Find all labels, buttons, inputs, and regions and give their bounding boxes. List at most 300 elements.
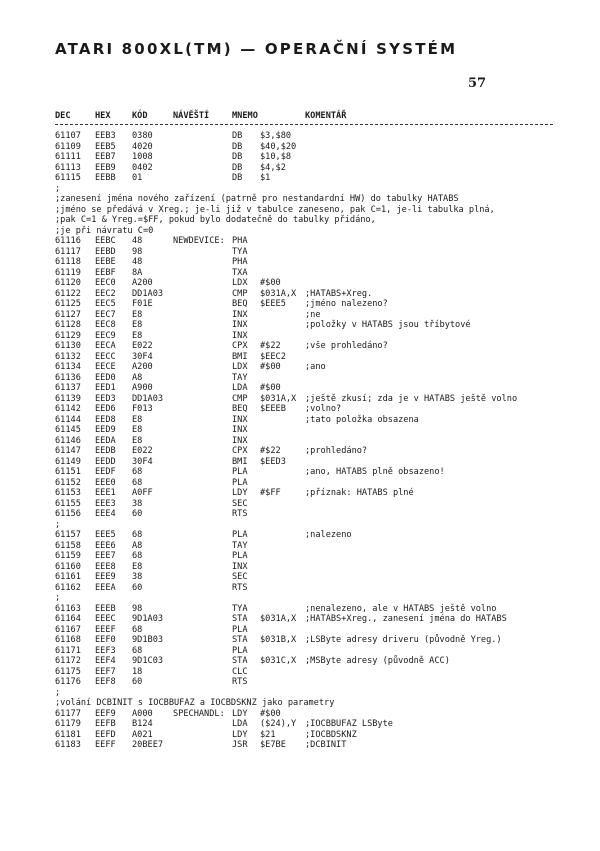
address-hex: EEB5	[95, 141, 116, 152]
address-decimal: 61116	[55, 236, 81, 246]
comment-text: ;zanesení jména nového zařízení (patrně pro nestandardní HW) do tabulky HATABS	[55, 194, 459, 204]
code-line	[55, 373, 560, 384]
machine-code: E8	[132, 320, 143, 330]
mnemonic: INX	[232, 330, 248, 341]
comment-text: ;	[55, 519, 61, 530]
code-line	[55, 562, 560, 573]
machine-code: 18	[132, 666, 143, 677]
mnemonic: RTS	[232, 582, 248, 593]
mnemonic: PLA	[232, 530, 248, 540]
code-line	[55, 625, 560, 636]
operand: #$22	[260, 446, 281, 456]
operand: $40,$20	[260, 141, 297, 152]
header-divider	[55, 124, 553, 125]
address-decimal: 61164	[55, 614, 81, 624]
comment-line	[55, 205, 560, 216]
machine-code: 68	[132, 645, 143, 656]
comment-line	[55, 698, 560, 709]
comment-text: ;	[55, 593, 61, 603]
mnemonic: BEQ	[232, 299, 248, 309]
address-decimal: 61167	[55, 624, 81, 635]
address-decimal: 61168	[55, 635, 81, 645]
comment-text: ;volání DCBINIT s IOCBBUFAZ a IOCBDSKNZ jako parametry	[55, 698, 335, 708]
address-decimal: 61179	[55, 719, 81, 729]
code-line	[55, 362, 560, 373]
code-line	[55, 247, 560, 258]
address-decimal: 61142	[55, 404, 81, 414]
address-decimal: 61113	[55, 162, 81, 173]
machine-code: 98	[132, 603, 143, 614]
machine-code: 98	[132, 246, 143, 257]
address-decimal: 61137	[55, 383, 81, 393]
code-line	[55, 646, 560, 657]
address-decimal: 61132	[55, 351, 81, 362]
address-decimal: 61156	[55, 509, 81, 519]
machine-code: A200	[132, 362, 153, 372]
address-decimal: 61176	[55, 677, 81, 687]
page-title: ATARI 800XL(TM) — OPERAČNÍ SYSTÉM	[55, 40, 458, 58]
machine-code: 48	[132, 236, 143, 246]
machine-code: 68	[132, 467, 143, 477]
mnemonic: LDY	[232, 708, 248, 719]
address-decimal: 61171	[55, 645, 81, 656]
operand: #$00	[260, 362, 281, 372]
comment: ;nenalezeno, ale v HATABS ještě volno	[305, 603, 497, 614]
comment: ;položky v HATABS jsou tříbytové	[305, 320, 471, 330]
comment: ;ne	[305, 309, 321, 320]
mnemonic: LDX	[232, 278, 248, 288]
address-decimal: 61117	[55, 246, 81, 257]
code-line	[55, 278, 560, 289]
code-line	[55, 163, 560, 174]
code-line	[55, 740, 560, 751]
address-hex: EEFD	[95, 729, 116, 740]
address-hex: EEE9	[95, 572, 116, 582]
mnemonic: LDX	[232, 362, 248, 372]
operand: $4,$2	[260, 162, 286, 173]
address-decimal: 61183	[55, 740, 81, 750]
mnemonic: STA	[232, 635, 248, 645]
operand: $031A,X	[260, 393, 297, 404]
address-hex: EEE7	[95, 551, 116, 561]
code-line	[55, 131, 560, 142]
code-line	[55, 425, 560, 436]
mnemonic: DB	[232, 152, 243, 162]
mnemonic: DB	[232, 141, 243, 152]
address-hex: EEF8	[95, 677, 116, 687]
address-hex: EECC	[95, 351, 116, 362]
operand: $EEEB	[260, 404, 286, 414]
address-decimal: 61160	[55, 561, 81, 572]
code-line	[55, 709, 560, 720]
operand: $EED3	[260, 456, 286, 467]
code-line	[55, 604, 560, 615]
operand: $031B,X	[260, 635, 297, 645]
operand: #$00	[260, 708, 281, 719]
address-decimal: 61177	[55, 708, 81, 719]
address-hex: EEDB	[95, 446, 116, 456]
mnemonic: PLA	[232, 467, 248, 477]
code-line	[55, 341, 560, 352]
operand: $EEE5	[260, 299, 286, 309]
mnemonic: DB	[232, 131, 243, 141]
mnemonic: PLA	[232, 551, 248, 561]
machine-code: 48	[132, 257, 143, 267]
header-navesti: NÁVĚŠTÍ	[173, 111, 210, 121]
address-hex: EEBB	[95, 173, 116, 183]
code-listing	[55, 131, 560, 751]
address-hex: EEE0	[95, 477, 116, 488]
comment: ;nalezeno	[305, 530, 352, 540]
mnemonic: INX	[232, 561, 248, 572]
comment: ;ano	[305, 362, 326, 372]
address-decimal: 61129	[55, 330, 81, 341]
machine-code: E8	[132, 561, 143, 572]
mnemonic: CMP	[232, 288, 248, 299]
comment: ;IOCBBUFAZ LSByte	[305, 719, 393, 729]
operand: $21	[260, 729, 276, 740]
address-hex: EEDD	[95, 456, 116, 467]
address-decimal: 61155	[55, 498, 81, 509]
comment: ;ano, HATABS plně obsazeno!	[305, 467, 445, 477]
machine-code: 68	[132, 551, 143, 561]
mnemonic: BEQ	[232, 404, 248, 414]
operand: $3,$80	[260, 131, 292, 141]
address-decimal: 61130	[55, 341, 81, 351]
code-line	[55, 173, 560, 184]
operand: $EEC2	[260, 351, 286, 362]
operand: $10,$8	[260, 152, 292, 162]
code-line	[55, 677, 560, 688]
code-line	[55, 320, 560, 331]
operand: $031C,X	[260, 656, 297, 666]
mnemonic: PHA	[232, 236, 248, 246]
address-decimal: 61163	[55, 603, 81, 614]
comment-line	[55, 215, 560, 226]
mnemonic: INX	[232, 435, 248, 446]
address-decimal: 61111	[55, 152, 81, 162]
machine-code: A0FF	[132, 488, 153, 498]
comment: ;ještě zkusí; zda je v HATABS ještě volno	[305, 393, 518, 404]
label: NEWDEVICE:	[173, 236, 225, 246]
mnemonic: CPX	[232, 341, 248, 351]
code-line	[55, 394, 560, 405]
machine-code: 8A	[132, 267, 143, 278]
mnemonic: RTS	[232, 677, 248, 687]
machine-code: 60	[132, 677, 143, 687]
address-decimal: 61162	[55, 582, 81, 593]
address-decimal: 61139	[55, 393, 81, 404]
header-hex: HEX	[95, 111, 111, 121]
comment-text: ;	[55, 183, 61, 194]
mnemonic: TAY	[232, 540, 248, 551]
address-hex: EEF0	[95, 635, 116, 645]
comment: ;HATABS+Xreg.	[305, 288, 373, 299]
machine-code: 38	[132, 498, 143, 509]
machine-code: 60	[132, 509, 143, 519]
address-hex: EEFF	[95, 740, 116, 750]
comment: ;IOCBDSKNZ	[305, 729, 357, 740]
machine-code: 30F4	[132, 351, 153, 362]
mnemonic: LDY	[232, 729, 248, 740]
code-line	[55, 551, 560, 562]
mnemonic: TAY	[232, 372, 248, 383]
mnemonic: JSR	[232, 740, 248, 750]
mnemonic: DB	[232, 173, 243, 183]
code-line	[55, 488, 560, 499]
header-komentar: KOMENTÁŘ	[305, 111, 347, 121]
address-decimal: 61159	[55, 551, 81, 561]
machine-code: 9D1A03	[132, 614, 164, 624]
operand: $031A,X	[260, 288, 297, 299]
mnemonic: BMI	[232, 456, 248, 467]
header-mnemo: MNEMO	[232, 111, 258, 121]
machine-code: E022	[132, 446, 153, 456]
code-line	[55, 541, 560, 552]
machine-code: 68	[132, 477, 143, 488]
address-decimal: 61115	[55, 173, 81, 183]
machine-code: F01E	[132, 299, 153, 309]
machine-code: E8	[132, 309, 143, 320]
address-hex: EEB3	[95, 131, 116, 141]
mnemonic: LDY	[232, 488, 248, 498]
comment-line	[55, 194, 560, 205]
machine-code: 01	[132, 173, 143, 183]
operand: $031A,X	[260, 614, 297, 624]
mnemonic: STA	[232, 656, 248, 666]
address-hex: EEB7	[95, 152, 116, 162]
machine-code: B124	[132, 719, 153, 729]
machine-code: F013	[132, 404, 153, 414]
comment-line	[55, 520, 560, 531]
mnemonic: CLC	[232, 666, 248, 677]
comment-text: ;	[55, 687, 61, 698]
address-decimal: 61127	[55, 309, 81, 320]
code-line	[55, 436, 560, 447]
comment: ;LSByte adresy driveru (původně Yreg.)	[305, 635, 502, 645]
machine-code: 0402	[132, 162, 153, 173]
page-number: 57	[468, 76, 487, 91]
code-line	[55, 268, 560, 279]
mnemonic: PHA	[232, 257, 248, 267]
address-hex: EED3	[95, 393, 116, 404]
address-decimal: 61175	[55, 666, 81, 677]
address-decimal: 61147	[55, 446, 81, 456]
address-hex: EEB9	[95, 162, 116, 173]
machine-code: DD1A03	[132, 393, 164, 404]
address-hex: EEEF	[95, 624, 116, 635]
address-hex: EEE1	[95, 488, 116, 498]
machine-code: 20BEE7	[132, 740, 164, 750]
address-hex: EEBD	[95, 246, 116, 257]
code-line	[55, 415, 560, 426]
mnemonic: PLA	[232, 645, 248, 656]
comment: ;volno?	[305, 404, 342, 414]
address-hex: EEE8	[95, 561, 116, 572]
comment-line	[55, 226, 560, 237]
machine-code: 1008	[132, 152, 153, 162]
comment: ;tato položka obsazena	[305, 414, 419, 425]
machine-code: 38	[132, 572, 143, 582]
code-line	[55, 236, 560, 247]
code-line	[55, 299, 560, 310]
address-decimal: 61151	[55, 467, 81, 477]
address-hex: EEBE	[95, 257, 116, 267]
mnemonic: INX	[232, 320, 248, 330]
address-hex: EEDF	[95, 467, 116, 477]
machine-code: 60	[132, 582, 143, 593]
address-hex: EEC8	[95, 320, 116, 330]
code-line	[55, 352, 560, 363]
address-hex: EEC7	[95, 309, 116, 320]
address-decimal: 61128	[55, 320, 81, 330]
address-hex: EEE3	[95, 498, 116, 509]
address-decimal: 61125	[55, 299, 81, 309]
machine-code: 0380	[132, 131, 153, 141]
address-hex: EEEB	[95, 603, 116, 614]
machine-code: A021	[132, 729, 153, 740]
machine-code: A200	[132, 278, 153, 288]
machine-code: E8	[132, 330, 143, 341]
comment: ;MSByte adresy (původně ACC)	[305, 656, 450, 666]
mnemonic: INX	[232, 425, 248, 435]
address-hex: EED1	[95, 383, 116, 393]
code-line	[55, 467, 560, 478]
code-line	[55, 152, 560, 163]
code-line	[55, 583, 560, 594]
comment-text: ;pak C=1 & Yreg.=$FF, pokud bylo dodatečně do tabulky přidáno,	[55, 215, 376, 225]
mnemonic: INX	[232, 414, 248, 425]
address-hex: EEE4	[95, 509, 116, 519]
address-decimal: 61134	[55, 362, 81, 372]
address-hex: EEC2	[95, 288, 116, 299]
machine-code: A000	[132, 708, 153, 719]
header-kod: KÓD	[132, 111, 148, 121]
code-line	[55, 530, 560, 541]
mnemonic: PLA	[232, 477, 248, 488]
address-hex: EEC5	[95, 299, 116, 309]
address-decimal: 61136	[55, 372, 81, 383]
mnemonic: STA	[232, 614, 248, 624]
address-decimal: 61109	[55, 141, 81, 152]
address-hex: EED8	[95, 414, 116, 425]
code-line	[55, 667, 560, 678]
header-dec: DEC	[55, 111, 71, 121]
label: SPECHANDL:	[173, 708, 225, 719]
address-hex: EEF3	[95, 645, 116, 656]
mnemonic: LDA	[232, 719, 248, 729]
comment-line	[55, 688, 560, 699]
machine-code: A900	[132, 383, 153, 393]
address-hex: EEC0	[95, 278, 116, 288]
mnemonic: CMP	[232, 393, 248, 404]
mnemonic: INX	[232, 309, 248, 320]
mnemonic: LDA	[232, 383, 248, 393]
machine-code: 68	[132, 624, 143, 635]
machine-code: E8	[132, 435, 143, 446]
code-line	[55, 289, 560, 300]
code-line	[55, 310, 560, 321]
address-decimal: 61149	[55, 456, 81, 467]
code-line	[55, 383, 560, 394]
address-decimal: 61107	[55, 131, 81, 141]
machine-code: DD1A03	[132, 288, 164, 299]
comment: ;příznak: HATABS plné	[305, 488, 414, 498]
comment: ;DCBINIT	[305, 740, 347, 750]
comment-line	[55, 184, 560, 195]
address-hex: EEE5	[95, 530, 116, 540]
mnemonic: RTS	[232, 509, 248, 519]
address-hex: EEEC	[95, 614, 116, 624]
operand: #$FF	[260, 488, 281, 498]
address-decimal: 61153	[55, 488, 81, 498]
machine-code: E8	[132, 414, 143, 425]
address-hex: EEF9	[95, 708, 116, 719]
code-line	[55, 478, 560, 489]
code-line	[55, 656, 560, 667]
operand: $E7BE	[260, 740, 286, 750]
code-line	[55, 457, 560, 468]
address-decimal: 61161	[55, 572, 81, 582]
address-hex: EEBC	[95, 236, 116, 246]
code-line	[55, 509, 560, 520]
address-hex: EEDA	[95, 435, 116, 446]
machine-code: E8	[132, 425, 143, 435]
address-hex: EECE	[95, 362, 116, 372]
address-decimal: 61120	[55, 278, 81, 288]
address-hex: EEE6	[95, 540, 116, 551]
operand: ($24),Y	[260, 719, 297, 729]
mnemonic: DB	[232, 162, 243, 173]
mnemonic: CPX	[232, 446, 248, 456]
machine-code: 9D1B03	[132, 635, 164, 645]
mnemonic: TYA	[232, 603, 248, 614]
comment-text: ;je při návratu C=0	[55, 225, 154, 236]
code-line	[55, 635, 560, 646]
operand: #$22	[260, 341, 281, 351]
machine-code: A8	[132, 372, 143, 383]
mnemonic: BMI	[232, 351, 248, 362]
comment: ;prohledáno?	[305, 446, 368, 456]
comment: ;HATABS+Xreg., zanesení jména do HATABS	[305, 614, 507, 624]
code-line	[55, 331, 560, 342]
mnemonic: TYA	[232, 246, 248, 257]
comment: ;jméno nalezeno?	[305, 299, 388, 309]
machine-code: 9D1C03	[132, 656, 164, 666]
code-line	[55, 572, 560, 583]
mnemonic: TXA	[232, 267, 248, 278]
address-decimal: 61158	[55, 540, 81, 551]
address-decimal: 61122	[55, 288, 81, 299]
comment-line	[55, 593, 560, 604]
code-line	[55, 142, 560, 153]
operand: $1	[260, 173, 271, 183]
address-decimal: 61145	[55, 425, 81, 435]
mnemonic: SEC	[232, 572, 248, 582]
code-line	[55, 257, 560, 268]
address-decimal: 61181	[55, 729, 81, 740]
code-line	[55, 719, 560, 730]
address-hex: EED0	[95, 372, 116, 383]
address-decimal: 61172	[55, 656, 81, 666]
code-line	[55, 614, 560, 625]
code-line	[55, 404, 560, 415]
address-decimal: 61144	[55, 414, 81, 425]
address-hex: EECA	[95, 341, 116, 351]
machine-code: 30F4	[132, 456, 153, 467]
machine-code: 68	[132, 530, 143, 540]
address-decimal: 61118	[55, 257, 81, 267]
